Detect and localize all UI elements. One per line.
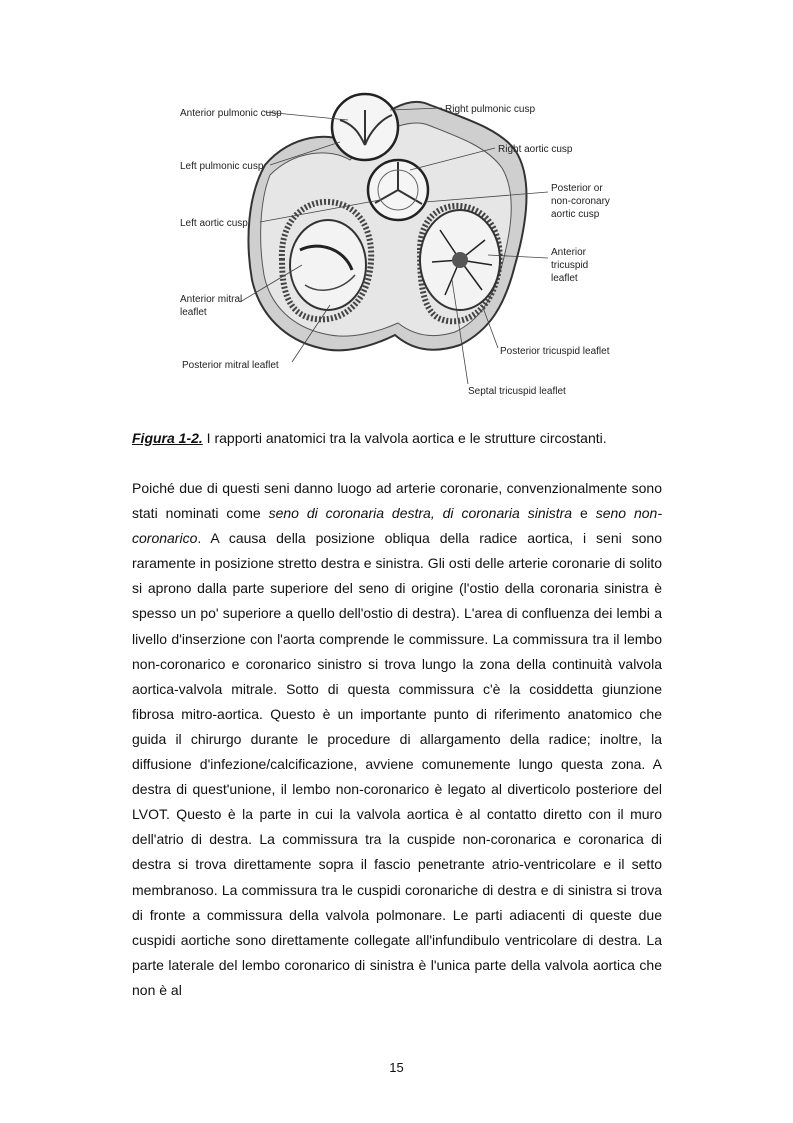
page-number: 15: [389, 1060, 404, 1075]
label-anterior-tricuspid-1: Anterior: [551, 247, 587, 258]
text-run: . A causa della posizione obliqua della radice aortica, i seni sono raramente in posizione stretto destra e sinistra. Gli osti delle arterie coronarie di solito si aprono dalla parte superiore del seno di origine (l'ostio della coronaria sinistra è spesso un po' superiore a quello dell'ostio di destra). L'area di confluenza dei lembi a livello d'inserzione con l'aorta comprende le commissure. La commissura tra il lembo non-coronarico e coronarico sinistro si trova lungo la zona della continuità valvola aortica-valvola mitrale. Sotto di questa commissura c'è la cosiddetta giunzione fibrosa mitro-aortica. Questo è un importante punto di riferimento anatomico che guida il chirurgo durante le procedure di allargamento della radice; inoltre, la diffusione d'infezione/calcificazione, avviene comunemente lungo questa zona. A destra di quest'unione, il lembo non-coronarico è legato al diverticolo posteriore del LVOT. Questo è la parte in cui la valvola aortica è al contatto diretto con il muro dell'atrio di destra. La commissura tra la cuspide non-coronarica e coronarica di destra si trova direttamente sopra il fascio penetrante atrio-ventricolare e il setto membranoso. La commissura tra le cuspidi coronariche di destra e di sinistra si trova di fronte a commissura della valvola polmonare. Le parti adiacenti di queste due cuspidi aortiche sono direttamente collegate all'infundibulo ventricolare di destra. La parte laterale del lembo coronarico di sinistra è l'unica parte della valvola aortica che non è al: [132, 530, 662, 998]
emphasis-text: seno non-coronarico: [132, 505, 662, 547]
body-text: [132, 476, 662, 1003]
label-right-aortic-cusp: Right aortic cusp: [498, 144, 573, 155]
heart-valves-figure: [170, 90, 630, 400]
label-anterior-tricuspid-3: leaflet: [551, 273, 578, 284]
figure-reference: Figura 1-2.: [132, 430, 203, 446]
label-anterior-pulmonic-cusp: Anterior pulmonic cusp: [180, 108, 282, 119]
label-anterior-mitral-2: leaflet: [180, 307, 207, 318]
label-anterior-mitral-1: Anterior mitral: [180, 294, 243, 305]
label-posterior-noncoronary-1: Posterior or: [551, 183, 603, 194]
text-run: e: [572, 505, 596, 522]
label-posterior-mitral: Posterior mitral leaflet: [182, 360, 279, 371]
label-anterior-tricuspid-2: tricuspid: [551, 260, 589, 271]
paragraph: [132, 476, 662, 1003]
heart-valves-illustration: [170, 90, 630, 400]
figure-caption: [132, 428, 672, 448]
label-left-pulmonic-cusp: Left pulmonic cusp: [180, 161, 264, 172]
label-septal-tricuspid: Septal tricuspid leaflet: [468, 386, 566, 397]
label-posterior-noncoronary-3: aortic cusp: [551, 209, 600, 220]
label-right-pulmonic-cusp: Right pulmonic cusp: [445, 104, 536, 115]
label-left-aortic-cusp: Left aortic cusp: [180, 218, 248, 229]
label-posterior-tricuspid: Posterior tricuspid leaflet: [500, 346, 610, 357]
emphasis-text: seno di coronaria destra, di coronaria sinistra: [268, 505, 573, 522]
caption-text: I rapporti anatomici tra la valvola aortica e le strutture circostanti.: [202, 430, 607, 446]
label-posterior-noncoronary-2: non-coronary: [551, 196, 610, 207]
text-run: Poiché due di questi seni danno luogo ad arterie coronarie, convenzionalmente sono stati nominati come: [132, 480, 662, 522]
